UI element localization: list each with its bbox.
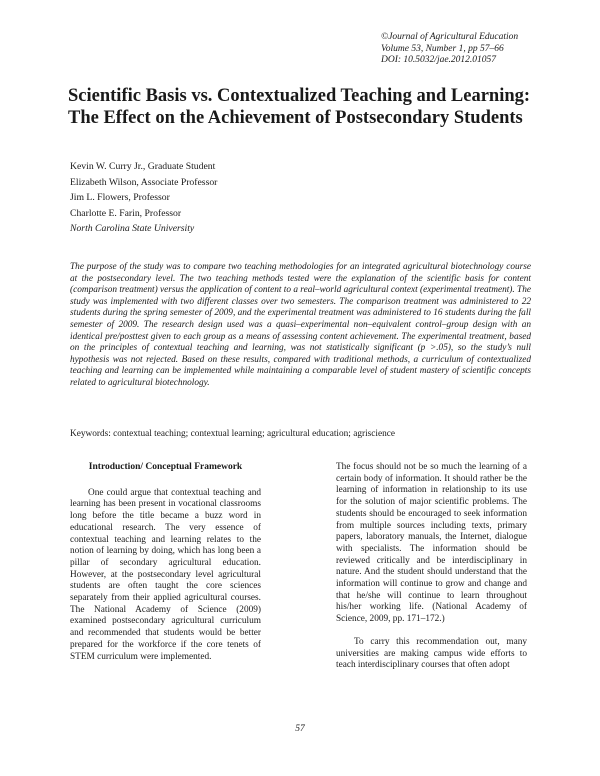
right-column (336, 462, 527, 672)
page-number: 57 (295, 724, 305, 734)
paper-title: Scientific Basis vs. Contextualized Teaching and Learning: The Effect on the Achievement of Postsecondary Students (68, 86, 531, 128)
abstract: The purpose of the study was to compare two teaching methodologies for an integrated agricultural biotechnology course at the postsecondary level. The two teaching methods tested were the explanation of the scientific basis for content (comparison treatment) versus the application of content to a real–world agricultural context (experimental treatment). The study was implemented with two different classes over two semesters. The comparison treatment was administered to 22 students during the spring semester of 2009, and the experimental treatment was administered to 16 students during the fall semester of 2009. The research design used was a quasi–experimental non–equivalent control–group design with an identical pre/posttest given to each group as a means of assessing content achievement. The experimental treatment, based on the principles of contextual teaching and learning, was not statistically significant (p >.05), so the study’s null hypothesis was not rejected. Based on these results, compared with traditional methods, a curriculum of contextualized teaching and learning can be implemented while maintaining a comparable level of student mastery of scientific concepts related to agricultural biotechnology. (70, 262, 531, 388)
continuation-paragraph: To carry this recommendation out, many universities are making campus wide efforts to teach interdisciplinary courses that often adopt (336, 636, 527, 671)
author-3: Jim L. Flowers, Professor (70, 192, 170, 203)
author-list (70, 159, 370, 237)
author-institution: North Carolina State University (70, 223, 195, 234)
journal-name: ©Journal of Agricultural Education (381, 32, 519, 42)
journal-doi: DOI: 10.5032/jae.2012.01057 (381, 55, 497, 65)
intro-paragraph: One could argue that contextual teaching and learning has been present in vocational classrooms long before the title became a buzz word in educational research. The very essence of contextual teaching and learning relates to the notion of learning by doing, which has long been a pillar of secondary agricultural education. However, at the postsecondary level agricultural students are often taught the core sciences separately from their applied agricultural courses. The National Academy of Science (2009) examined postsecondary agricultural curriculum and recommended that students would be better prepared for the workforce if the core tenets of STEM curriculum were implemented. (70, 487, 261, 662)
left-column (70, 462, 261, 663)
section-heading: Introduction/ Conceptual Framework (88, 462, 243, 472)
author-1: Kevin W. Curry Jr., Graduate Student (70, 161, 216, 172)
journal-citation-header (381, 32, 581, 67)
author-4: Charlotte E. Farin, Professor (70, 207, 182, 219)
block-quote: The focus should not be so much the learning of a certain body of information. It should rather be the learning of information in relationship to its use for the solution of major scientific problems. The students should be encouraged to seek information from multiple sources including texts, primary papers, laboratory manuals, the Internet, dialogue with specialists. The information should be reviewed critically and be interdisciplinary in nature. And the student should understand that the information will continue to grow and change and that he/she will continue to learn throughout his/her working life. (National Academy of Science, 2009, pp. 171–172.) (336, 462, 527, 625)
keywords: Keywords: contextual teaching; contextual learning; agricultural education; agriscience (70, 429, 396, 439)
journal-volume: Volume 53, Number 1, pp 57–66 (381, 43, 504, 54)
author-2: Elizabeth Wilson, Associate Professor (70, 176, 218, 188)
